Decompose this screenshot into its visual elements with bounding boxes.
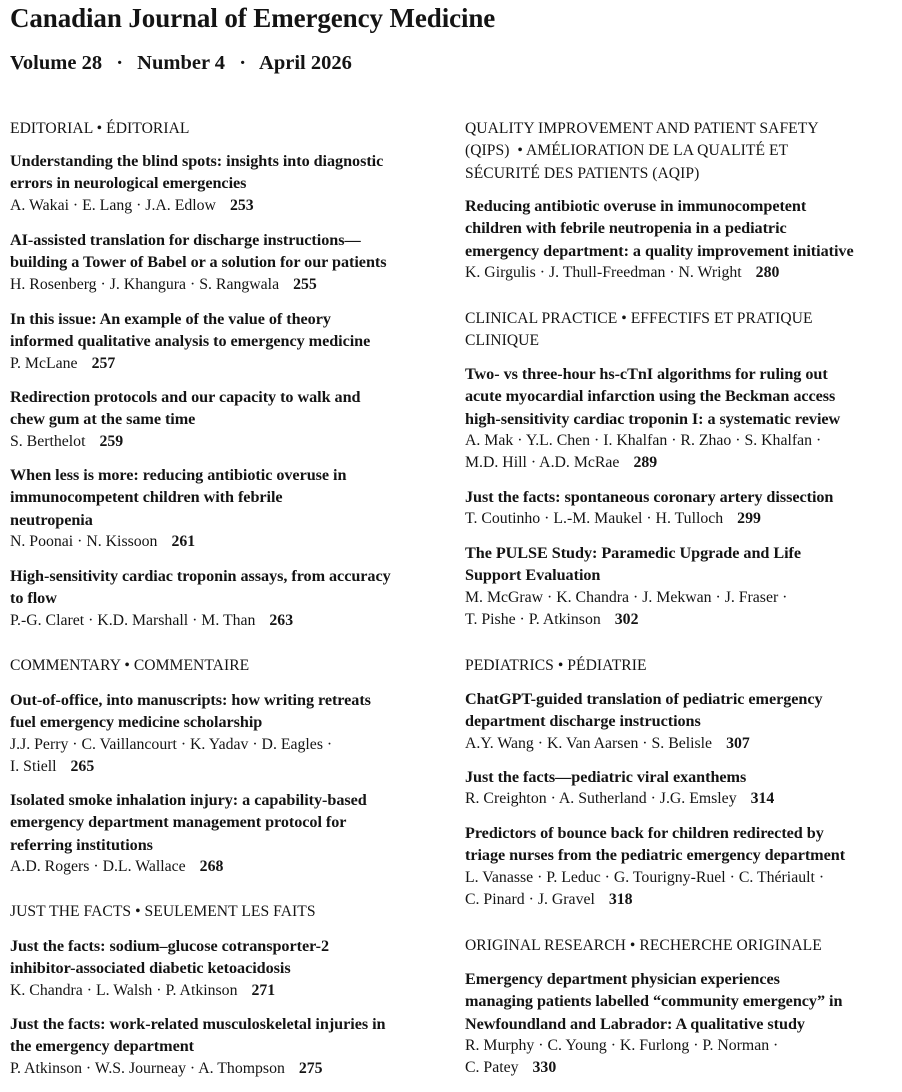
article-authors: A.D. Rogers · D.L. Wallace 268 <box>10 857 224 875</box>
article-authors: A. Mak · Y.L. Chen · I. Khalfan · R. Zhao · S. Khalfan · M.D. Hill · A.D. McRae 289 <box>465 431 822 472</box>
toc-article[interactable] <box>465 822 895 911</box>
volume: Volume 28 <box>10 52 103 74</box>
page-number: 302 <box>614 610 639 628</box>
page-number: 263 <box>269 611 294 629</box>
toc-article[interactable] <box>10 789 440 878</box>
page-number: 318 <box>608 890 633 908</box>
page-number: 275 <box>298 1059 323 1077</box>
toc-article[interactable] <box>10 150 440 217</box>
article-title: Redirection protocols and our capacity to walk and chew gum at the same time <box>10 388 361 429</box>
section-heading-commentary: COMMENTARY • COMMENTAIRE <box>10 657 250 674</box>
journal-title: Canadian Journal of Emergency Medicine <box>10 3 496 33</box>
article-title: Out-of-office, into manuscripts: how writing retreats fuel emergency medicine scholarship <box>10 691 371 732</box>
toc-article[interactable] <box>465 195 895 284</box>
toc-article[interactable] <box>10 565 440 632</box>
page-number: 299 <box>737 510 761 528</box>
issue-separator: · <box>116 52 124 74</box>
article-authors: P. McLane 257 <box>10 354 116 372</box>
article-authors: A.Y. Wang · K. Van Aarsen · S. Belisle 307 <box>465 734 750 752</box>
toc-article[interactable] <box>465 486 895 531</box>
article-authors: S. Berthelot 259 <box>10 432 124 450</box>
toc-article[interactable] <box>465 766 895 811</box>
article-authors: J.J. Perry · C. Vaillancourt · K. Yadav · D. Eagles · I. Stiell 265 <box>10 735 333 775</box>
page-number: 271 <box>251 981 276 999</box>
page-number: 253 <box>229 196 254 214</box>
article-authors: H. Rosenberg · J. Khangura · S. Rangwala 255 <box>10 275 317 293</box>
article-authors: P.-G. Claret · K.D. Marshall · M. Than 263 <box>10 611 294 629</box>
article-title: ChatGPT-guided translation of pediatric emergency department discharge instructions <box>465 690 823 731</box>
article-title: Emergency department physician experiences managing patients labelled “community emergency” in Newfoundland and Labrador: A qualitative study <box>465 970 843 1033</box>
toc-article[interactable] <box>465 363 895 474</box>
article-title: When less is more: reducing antibiotic overuse in immunocompetent children with febrile neutropenia <box>10 466 347 529</box>
section-heading-editorial: EDITORIAL • ÉDITORIAL <box>10 120 190 137</box>
article-title: Just the facts—pediatric viral exanthems <box>465 768 747 786</box>
toc-article[interactable] <box>465 688 895 755</box>
article-authors: K. Girgulis · J. Thull-Freedman · N. Wright 280 <box>465 263 780 281</box>
article-title: Just the facts: spontaneous coronary artery dissection <box>465 488 834 506</box>
article-authors: L. Vanasse · P. Leduc · G. Tourigny-Ruel · C. Thériault · C. Pinard · J. Gravel 318 <box>465 868 825 908</box>
article-title: The PULSE Study: Paramedic Upgrade and Life Support Evaluation <box>465 544 802 585</box>
section-heading-clinical-practice: CLINICAL PRACTICE • EFFECTIFS ET PRATIQUE CLINIQUE <box>465 310 813 350</box>
page-number: 268 <box>199 857 224 875</box>
page-number: 261 <box>171 532 196 550</box>
issue-number: Number 4 <box>137 52 226 74</box>
page-number: 307 <box>726 734 750 752</box>
toc-article[interactable] <box>10 464 440 553</box>
article-title: Predictors of bounce back for children redirected by triage nurses from the pediatric emergency department <box>465 824 846 865</box>
toc-article[interactable] <box>10 689 440 778</box>
article-authors: R. Murphy · C. Young · K. Furlong · P. Norman · C. Patey 330 <box>465 1036 779 1077</box>
section-heading-original-research: ORIGINAL RESEARCH • RECHERCHE ORIGINALE <box>465 937 822 954</box>
toc-article[interactable] <box>10 935 440 1002</box>
issue-date: April 2026 <box>259 52 352 74</box>
page-number: 257 <box>91 354 116 372</box>
article-title: Just the facts: sodium–glucose cotransporter-2 inhibitor-associated diabetic ketoacidosis <box>10 937 330 978</box>
article-authors: K. Chandra · L. Walsh · P. Atkinson 271 <box>10 981 276 999</box>
toc-article[interactable] <box>465 968 895 1079</box>
section-heading-pediatrics: PEDIATRICS • PÉDIATRIE <box>465 657 647 674</box>
page-number: 330 <box>532 1059 557 1077</box>
article-title: Isolated smoke inhalation injury: a capability-based emergency department management protocol for referring institutions <box>10 791 367 854</box>
toc-article[interactable] <box>10 308 440 375</box>
article-title: Reducing antibiotic overuse in immunocompetent children with febrile neutropenia in a pediatric emergency department: a quality improvement initiative <box>465 197 854 260</box>
article-authors: T. Coutinho · L.-M. Maukel · H. Tulloch 299 <box>465 510 761 528</box>
article-title: Just the facts: work-related musculoskeletal injuries in the emergency department <box>10 1015 386 1056</box>
article-title: Two- vs three-hour hs-cTnI algorithms for ruling out acute myocardial infarction using the Beckman access high-sensitivity cardiac troponin I: a systematic review <box>465 365 841 428</box>
article-authors: P. Atkinson · W.S. Journeay · A. Thompson 275 <box>10 1059 323 1077</box>
toc-article[interactable] <box>10 386 440 453</box>
issue-separator: · <box>239 52 247 74</box>
page-number: 265 <box>70 757 95 775</box>
article-title: High-sensitivity cardiac troponin assays, from accuracy to flow <box>10 567 391 608</box>
page-number: 289 <box>633 454 658 472</box>
section-heading-qips: QUALITY IMPROVEMENT AND PATIENT SAFETY (QIPS) • AMÉLIORATION DE LA QUALITÉ ET SÉCURITÉ DES PATIENTS (AQIP) <box>465 120 819 182</box>
article-authors: M. McGraw · K. Chandra · J. Mekwan · J. Fraser · T. Pishe · P. Atkinson 302 <box>465 588 788 628</box>
page-number: 259 <box>99 432 124 450</box>
article-authors: A. Wakai · E. Lang · J.A. Edlow 253 <box>10 196 254 214</box>
article-title: Understanding the blind spots: insights into diagnostic errors in neurological emergencies <box>10 152 384 193</box>
issue-line <box>10 52 352 75</box>
article-title: AI-assisted translation for discharge instructions— building a Tower of Babel or a solution for our patients <box>10 231 387 272</box>
toc-article[interactable] <box>10 229 440 296</box>
page-number: 314 <box>750 790 775 808</box>
article-authors: N. Poonai · N. Kissoon 261 <box>10 532 196 550</box>
article-title: In this issue: An example of the value of theory informed qualitative analysis to emergency medicine <box>10 310 371 351</box>
toc-article[interactable] <box>10 1013 440 1080</box>
page-number: 255 <box>293 275 317 293</box>
page-number: 280 <box>755 263 780 281</box>
section-heading-just-the-facts: JUST THE FACTS • SEULEMENT LES FAITS <box>10 903 316 920</box>
toc-article[interactable] <box>465 542 895 631</box>
article-authors: R. Creighton · A. Sutherland · J.G. Emsley 314 <box>465 790 775 808</box>
